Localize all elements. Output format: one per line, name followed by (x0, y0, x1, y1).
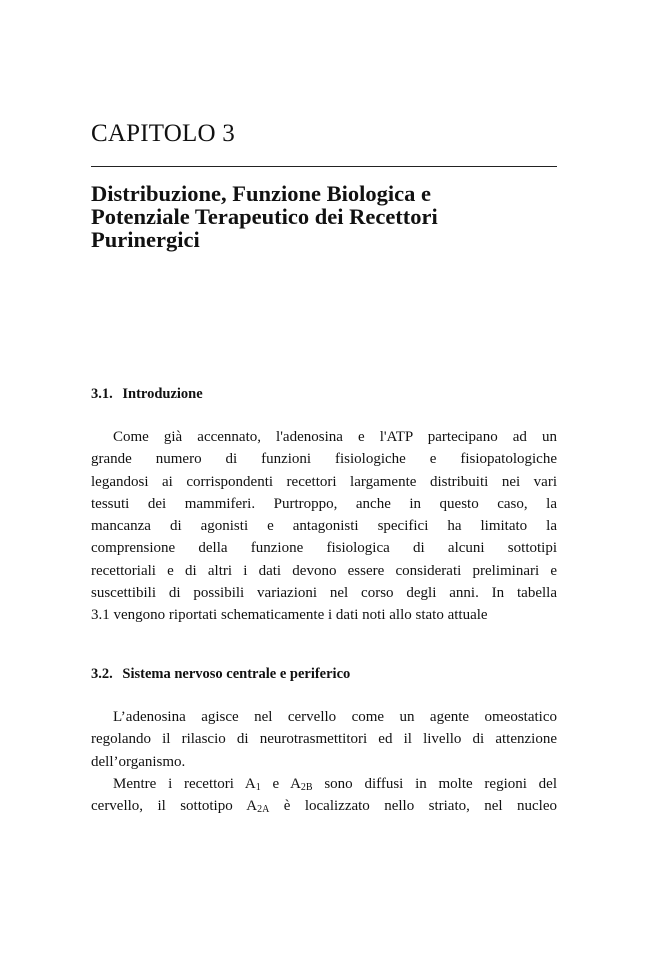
paragraph-line: legandosi ai corrispondenti recettori largamente distribuiti nei vari (91, 473, 557, 490)
subscript: 1 (255, 782, 261, 793)
chapter-label: CAPITOLO 3 (91, 120, 235, 147)
paragraph-line (91, 795, 557, 817)
text-run: sono diffusi in molte regioni del (312, 776, 557, 792)
paragraph-line: tessuti dei mammiferi. Purtroppo, anche in questo caso, la (91, 495, 557, 512)
chapter-divider (91, 166, 557, 167)
paragraph-line: regolando il rilascio di neurotrasmettitori ed il livello di attenzione (91, 731, 557, 748)
chapter-title-line: Potenziale Terapeutico dei Recettori (91, 204, 438, 229)
paragraph-line: grande numero di funzioni fisiologiche e fisiopatologiche (91, 451, 557, 468)
text-run: è localizzato nello striato, nel nucleo (269, 798, 557, 815)
paragraph-line: recettoriali e di altri i dati devono essere considerati preliminari e (91, 562, 557, 579)
text-run: Mentre i recettori A (113, 776, 256, 792)
section-heading-sistema-nervoso (91, 665, 350, 683)
section-number: 3.2. (91, 666, 113, 682)
section-number: 3.1. (91, 386, 113, 402)
paragraph-line: L’adenosina agisce nel cervello come un agente omeostatico (113, 709, 557, 725)
paragraph-line: 3.1 vengono riportati schematicamente i dati noti allo stato attuale (91, 607, 488, 624)
chapter-title (91, 182, 561, 251)
subscript: 2B (300, 782, 313, 793)
receptors-paragraph (91, 773, 557, 818)
paragraph-line: mancanza di agonisti e antagonisti specifici ha limitato la (91, 518, 557, 535)
adenosine-paragraph (91, 706, 557, 773)
paragraph-line (91, 773, 557, 795)
paragraph-line: comprensione della funzione fisiologica di alcuni sottotipi (91, 540, 557, 557)
intro-paragraph (91, 426, 557, 627)
paragraph-line: dell’organismo. (91, 753, 186, 770)
paragraph-line: suscettibili di possibili variazioni nel corso degli anni. In tabella (91, 585, 557, 602)
section-title: Introduzione (122, 386, 203, 402)
chapter-title-line: Purinergici (91, 227, 200, 252)
text-run: e A (260, 776, 301, 792)
text-run: cervello, il sottotipo A (91, 798, 258, 815)
subscript: 2A (257, 804, 270, 816)
section-title: Sistema nervoso centrale e periferico (122, 666, 351, 682)
paragraph-line: Come già accennato, l'adenosina e l'ATP partecipano ad un (113, 429, 557, 445)
section-heading-introduzione (91, 385, 203, 403)
chapter-title-line: Distribuzione, Funzione Biologica e (91, 181, 431, 206)
